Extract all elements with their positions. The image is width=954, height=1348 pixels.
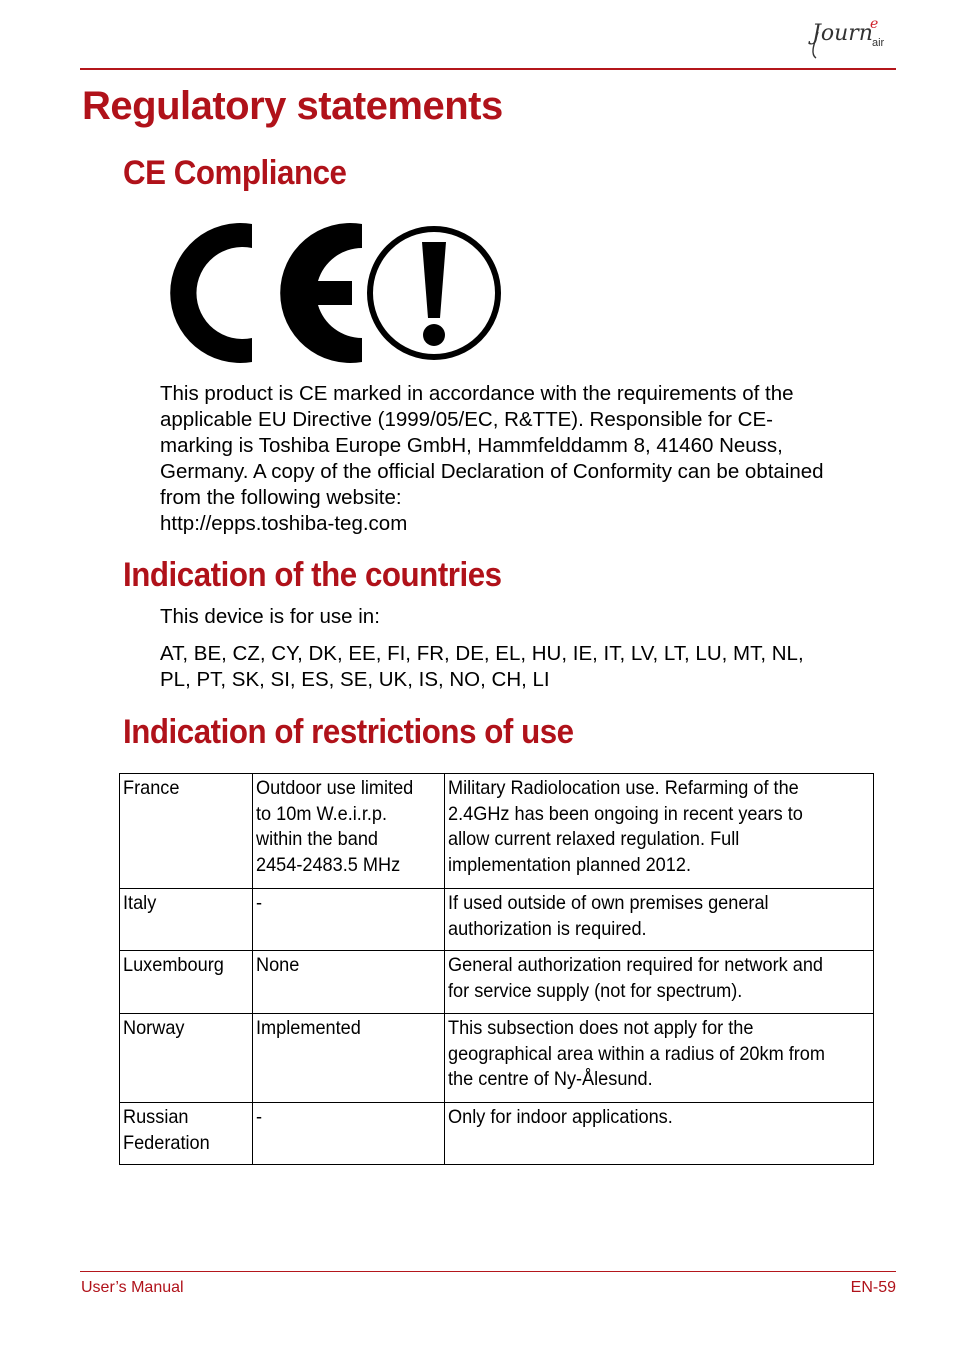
- restriction-cell: Outdoor use limited to 10m W.e.i.r.p. within the band 2454-2483.5 MHz: [252, 774, 444, 889]
- ce-line: from the following website:: [160, 486, 402, 509]
- reason-cell: Only for indoor applications.: [444, 1103, 873, 1165]
- ce-line: marking is Toshiba Europe GmbH, Hammfelddamm 8, 41460 Neuss,: [160, 434, 783, 457]
- heading-countries: Indication of the countries: [123, 556, 502, 594]
- ce-line: applicable EU Directive (1999/05/EC, R&TTE). Responsible for CE-: [160, 408, 773, 431]
- footer-manual-label: User’s Manual: [81, 1279, 184, 1296]
- restriction-cell: None: [252, 951, 444, 1014]
- country-cell: Luxembourg: [120, 951, 253, 1014]
- countries-line: AT, BE, CZ, CY, DK, EE, FI, FR, DE, EL, HU, IE, IT, LV, LT, LU, MT, NL,: [160, 642, 804, 665]
- declaration-url[interactable]: http://epps.toshiba-teg.com: [160, 512, 408, 535]
- reason-cell: General authorization required for network and for service supply (not for spectrum).: [444, 951, 873, 1014]
- restrictions-table: [119, 773, 874, 1165]
- restriction-cell: -: [252, 1103, 444, 1165]
- svg-text:e: e: [870, 16, 879, 32]
- country-cell: France: [120, 774, 253, 889]
- footer-rule: [80, 1271, 896, 1272]
- ce-statement: [160, 381, 900, 537]
- reason-cell: This subsection does not apply for the geographical area within a radius of 20km from the centre of Ny-Ålesund.: [444, 1014, 873, 1103]
- country-cell: Norway: [120, 1014, 253, 1103]
- countries-list: [160, 641, 900, 693]
- table-row: [120, 951, 874, 1014]
- ce-line: This product is CE marked in accordance with the requirements of the: [160, 382, 794, 405]
- page-number: EN-59: [850, 1279, 896, 1296]
- table-row: [120, 1014, 874, 1103]
- header-rule: [80, 68, 896, 70]
- svg-text:Journ: Journ: [812, 21, 873, 46]
- table-row: [120, 889, 874, 951]
- restriction-cell: Implemented: [252, 1014, 444, 1103]
- country-cell: Italy: [120, 889, 253, 951]
- svg-text:air: air: [872, 37, 885, 49]
- ce-line: Germany. A copy of the official Declaration of Conformity can be obtained: [160, 460, 824, 483]
- countries-intro: This device is for use in:: [160, 605, 380, 628]
- table-row: [120, 1103, 874, 1165]
- heading-restrictions: Indication of restrictions of use: [123, 713, 574, 751]
- heading-ce-compliance: CE Compliance: [123, 154, 347, 192]
- country-cell: Russian Federation: [120, 1103, 253, 1165]
- table-row: [120, 774, 874, 889]
- ce-alert-mark-icon: [166, 220, 506, 366]
- reason-cell: Military Radiolocation use. Refarming of the 2.4GHz has been ongoing in recent years to allow current relaxed regulation. Full implementation planned 2012.: [444, 774, 873, 889]
- reason-cell: If used outside of own premises general authorization is required.: [444, 889, 873, 951]
- journe-air-logo: [806, 14, 896, 64]
- restriction-cell: -: [252, 889, 444, 951]
- countries-line: PL, PT, SK, SI, ES, SE, UK, IS, NO, CH, LI: [160, 668, 550, 691]
- page-title: Regulatory statements: [82, 84, 503, 128]
